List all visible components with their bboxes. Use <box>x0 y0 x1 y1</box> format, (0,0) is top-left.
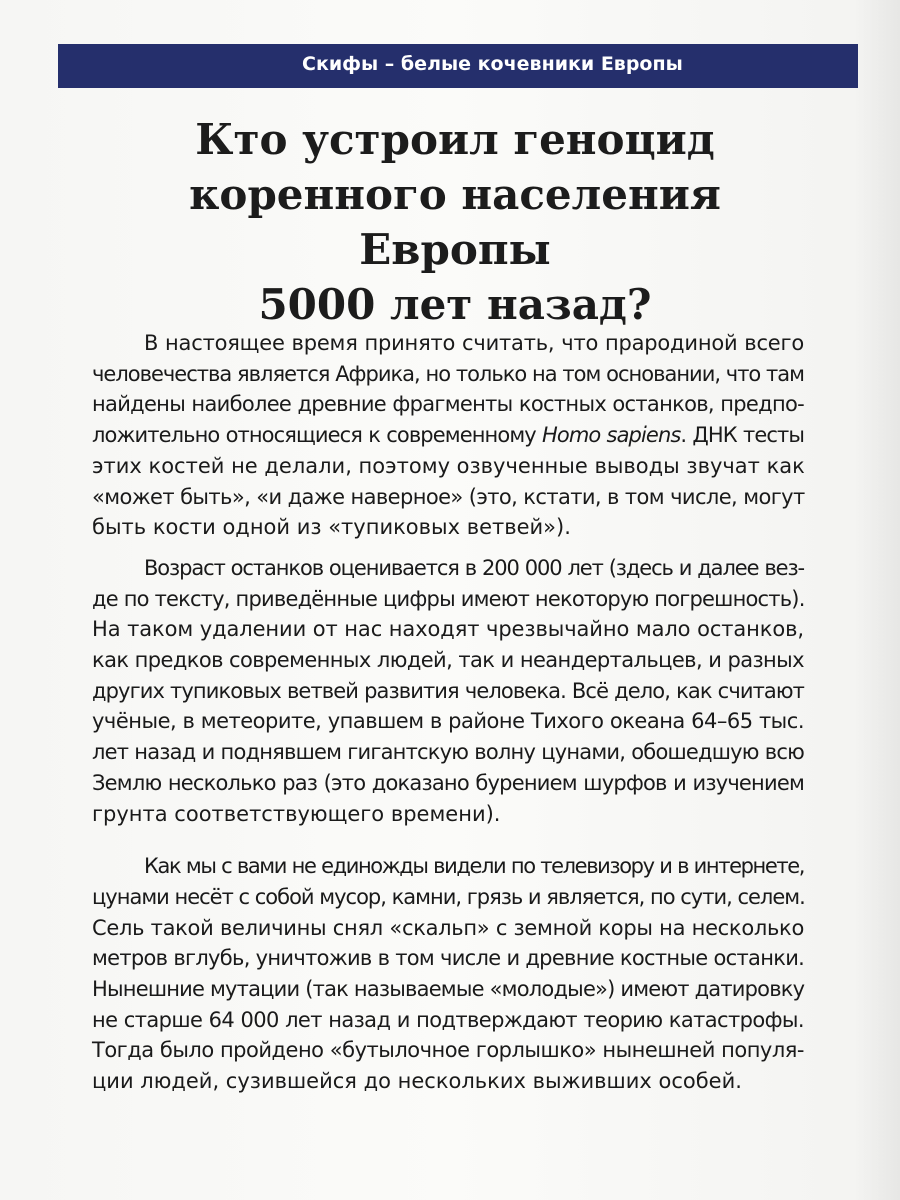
text-line: как предков современных людей, так и неандертальцев, и разных <box>92 648 804 673</box>
body-text <box>92 328 804 1097</box>
text-line: найдены наиболее древние фрагменты костных останков, предпо- <box>92 392 804 417</box>
chapter-title-line: коренного населения Европы <box>189 170 721 274</box>
text-line: Землю несколько раз (это доказано бурением шурфов и изучением <box>92 770 804 795</box>
text-line: грунта соответствующего времени). <box>92 801 501 826</box>
text-line-with-italic: ложительно относящиеся к современному Homo sapiens. ДНК тесты <box>92 423 805 448</box>
paragraph <box>92 851 804 1097</box>
chapter-title-line: 5000 лет назад? <box>258 280 652 329</box>
page-edge-shadow <box>854 0 900 1200</box>
text-line: цунами несёт с собой мусор, камни, грязь и является, по сути, селем. <box>92 884 805 909</box>
text-line: метров вглубь, уничтожив в том числе и древние костные останки. <box>92 946 805 971</box>
text-line: учёные, в метеорите, упавшем в районе Тихого океана 64–65 тыс. <box>92 709 804 734</box>
text-line: «может быть», «и даже наверное» (это, кстати, в том числе, могут <box>92 484 805 509</box>
text-line: лет назад и поднявшем гигантскую волну цунами, обошедшую всю <box>92 740 804 765</box>
paragraph <box>92 328 804 543</box>
text-line: В настоящее время принято считать, что прародиной всего <box>144 331 804 355</box>
text-line: этих костей не делали, поэтому озвученные выводы звучат как <box>92 453 805 478</box>
chapter-title-line: Кто устроил геноцид <box>195 115 715 164</box>
text-line: не старше 64 000 лет назад и подтверждают теорию катастрофы. <box>92 1007 804 1032</box>
text-line: Как мы с вами не единожды видели по телевизору и в интернете, <box>144 854 804 879</box>
text-line: На таком удалении от нас находят чрезвычайно мало останков, <box>92 617 804 642</box>
text-line: ции людей, сузившейся до нескольких выживших особей. <box>92 1069 742 1094</box>
paragraph <box>92 553 804 829</box>
text-line: Тогда было пройдено «бутылочное горлышко» нынешней популя- <box>92 1038 804 1063</box>
text-line: человечества является Африка, но только на том основании, что там <box>92 361 804 386</box>
running-header-title: Скифы – белые кочевники Европы <box>302 53 683 75</box>
text-line: других тупиковых ветвей развития человека. Всё дело, как считают <box>92 678 804 703</box>
text-line: Возраст останков оценивается в 200 000 лет (здесь и далее вез- <box>144 555 804 580</box>
running-header <box>58 44 858 88</box>
text-line: де по тексту, приведённые цифры имеют некоторую погрешность). <box>92 586 805 611</box>
chapter-title <box>90 112 820 332</box>
text-line: Нынешние мутации (так называемые «молодые») имеют датировку <box>92 977 805 1002</box>
text-line: быть кости одной из «тупиковых ветвей»). <box>92 515 571 540</box>
species-name: Homo sapiens <box>542 423 681 448</box>
text-line: Сель такой величины снял «скальп» с земной коры на несколько <box>92 915 804 940</box>
